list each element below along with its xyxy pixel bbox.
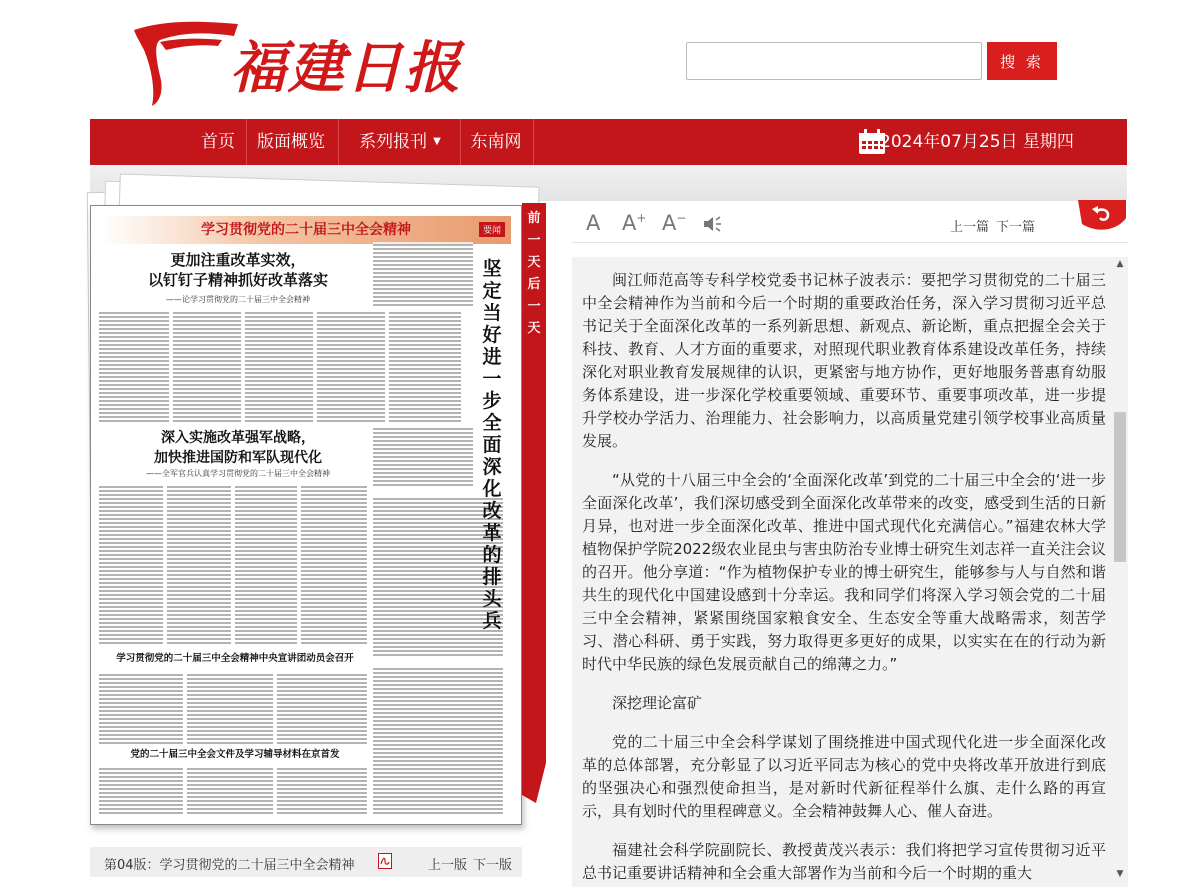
nav-divider (338, 119, 339, 165)
headline-military-reform[interactable] (113, 428, 363, 468)
pdf-icon[interactable] (378, 853, 392, 869)
search-input[interactable] (686, 42, 982, 80)
search-button[interactable]: 搜 索 (987, 42, 1057, 80)
current-date: 2024年07月25日 星期四 (880, 132, 1074, 152)
article-paragraph: 闽江师范高等专科学校党委书记林子波表示：要把学习贯彻党的二十届三中全会精神作为当前和今后一个时期的重要政治任务，深入学习贯彻习近平总书记关于全面深化改革的一系列新思想、新观点、新论断，重点把握全会关于科技、教育、人才方面的重要求，对照现代职业教育体系建设改革任务，持续深化对职业教育发展规律的认识，更紧密与地方协作，更好地服务普惠育幼服务体系建设，进一步深化学校重要领域、重要环节、重要事项改革，进一步提升学校办学活力、治理能力、社会影响力，以高质量党建引领学校事业高质量发展。 (582, 271, 1106, 450)
font-default-button[interactable] (586, 211, 600, 235)
scroll-up-icon[interactable]: ▲ (1116, 259, 1124, 269)
headline-subline: ——论学习贯彻党的二十届三中全会精神 (166, 295, 310, 304)
site-header (0, 0, 1183, 118)
column-gap (273, 766, 277, 816)
back-icon[interactable] (1078, 200, 1126, 232)
nav-divider (460, 119, 461, 165)
headline-line: 更加注重改革实效， (170, 251, 306, 269)
column-gap (313, 310, 317, 422)
scroll-down-icon[interactable]: ▼ (1116, 869, 1124, 879)
font-default-label: A (586, 211, 601, 235)
logo-swoosh-icon (130, 18, 240, 108)
article-body[interactable] (572, 257, 1128, 887)
page-footer (90, 847, 522, 877)
nav-divider (533, 119, 534, 165)
paper-section-label: 要闻 (479, 222, 505, 237)
column-gap (385, 310, 389, 422)
nav-item-dongnan-net[interactable] (464, 119, 528, 165)
plus-icon: + (636, 211, 647, 225)
column-gap (231, 484, 235, 646)
font-larger-button[interactable] (622, 211, 646, 235)
fujian-daily-logo[interactable] (130, 18, 462, 108)
speaker-icon[interactable] (702, 215, 722, 233)
headline-reform-results[interactable] (113, 250, 363, 290)
article-text-block (99, 310, 461, 422)
article-content (582, 269, 1106, 887)
column-gap (169, 310, 173, 422)
next-page-link[interactable]: 下一版 (473, 858, 513, 873)
article-toolbar (572, 203, 1128, 243)
headline-line: 以钉钉子精神抓好改革落实 (147, 271, 328, 289)
prev-next-day-link[interactable]: 前一天后一天 (527, 211, 541, 336)
article-paragraph: 党的二十届三中全会科学谋划了围绕推进中国式现代化进一步全面深化改革的总体部署，充分彰显了以习近平同志为核心的党中央将改革开放进行到底的坚强决心和强烈使命担当，是对新时代新征程举什么旗、走什么路的再宣示，具有划时代的里程碑意义。全会精神鼓舞人心、催人奋进。 (582, 733, 1106, 820)
article-text-block (99, 766, 367, 816)
nav-item-label: 版面概览 (257, 132, 325, 152)
font-smaller-button[interactable] (662, 211, 686, 235)
vertical-headline[interactable]: 坚定当好进一步全面深化改革的排头兵 (482, 258, 502, 632)
minus-icon: − (676, 211, 687, 225)
headline-lecture-group[interactable]: 学习贯彻党的二十届三中全会精神中央宣讲团动员会召开 (116, 653, 354, 664)
column-gap (241, 310, 245, 422)
article-text-block (373, 242, 473, 306)
nav-item-home[interactable] (194, 119, 242, 165)
headline-line: 深入实施改革强军战略， (161, 430, 315, 446)
headline-line: 加快推进国防和军队现代化 (154, 450, 322, 466)
column-gap (163, 484, 167, 646)
prev-article-link[interactable]: 上一篇 (950, 220, 990, 235)
chevron-down-icon: ▼ (433, 136, 441, 147)
article-text-block (373, 666, 503, 816)
nav-item-layout-overview[interactable] (250, 119, 332, 165)
article-text-block (373, 426, 473, 486)
article-scrollbar[interactable] (1112, 257, 1128, 887)
article-text-block (99, 672, 367, 744)
column-gap (297, 484, 301, 646)
column-gap (183, 672, 187, 744)
paper-kicker: 学习贯彻党的二十届三中全会精神 (201, 222, 411, 238)
scrollbar-thumb[interactable] (1114, 412, 1126, 562)
newspaper-page-preview[interactable] (90, 205, 522, 825)
font-smaller-label: A (662, 211, 677, 235)
nav-divider (246, 119, 247, 165)
nav-item-label: 东南网 (470, 132, 522, 152)
nav-item-series-papers[interactable] (346, 119, 454, 165)
headline-subline: ——全军官兵认真学习贯彻党的二十届三中全会精神 (146, 469, 330, 478)
article-paragraph: 福建社会科学院副院长、教授黄茂兴表示：我们将把学习宣传贯彻习近平总书记重要讲话精神和全会重大部署作为当前和今后一个时期的重大 (582, 841, 1106, 882)
logo-text: 福建日报 (230, 35, 462, 101)
column-gap (183, 766, 187, 816)
nav-item-label: 系列报刊 (359, 132, 428, 152)
font-larger-label: A (622, 211, 637, 235)
next-article-link[interactable]: 下一篇 (996, 220, 1036, 235)
headline-documents-release[interactable]: 党的二十届三中全会文件及学习辅导材料在京首发 (130, 749, 340, 760)
prev-page-link[interactable]: 上一版 (428, 858, 468, 873)
article-paragraph: “从党的十八届三中全会的‘全面深化改革’到党的二十届三中全会的‘进一步全面深化改革’，我们深切感受到全面深化改革带来的改变，感受到生活的日新月异，也对进一步全面深化改革、推进中国式现代化充满信心。”福建农林大学植物保护学院2022级农业昆虫与害虫防治专业博士研究生刘志祥一直关注会议的召开。他分享道：“作为植物保护专业的博士研究生，能够参与人与自然和谐共生的现代化中国建设感到十分幸运。我和同学们将深入学习领会党的二十届三中全会精神，紧紧围绕国家粮食安全、生态安全等重大战略需求，刻苦学习、潜心科研、勇于实践，努力取得更多更好的成果，以实实在在的行动为新时代中华民族的绿色发展贡献自己的绵薄之力。” (582, 471, 1106, 673)
column-gap (273, 672, 277, 744)
article-subheading: 深挖理论富矿 (612, 694, 703, 712)
main-nav (90, 119, 1127, 165)
paper-masthead (101, 216, 511, 244)
page-label[interactable]: 第04版：学习贯彻党的二十届三中全会精神 (104, 858, 355, 873)
nav-item-label: 首页 (201, 132, 235, 152)
